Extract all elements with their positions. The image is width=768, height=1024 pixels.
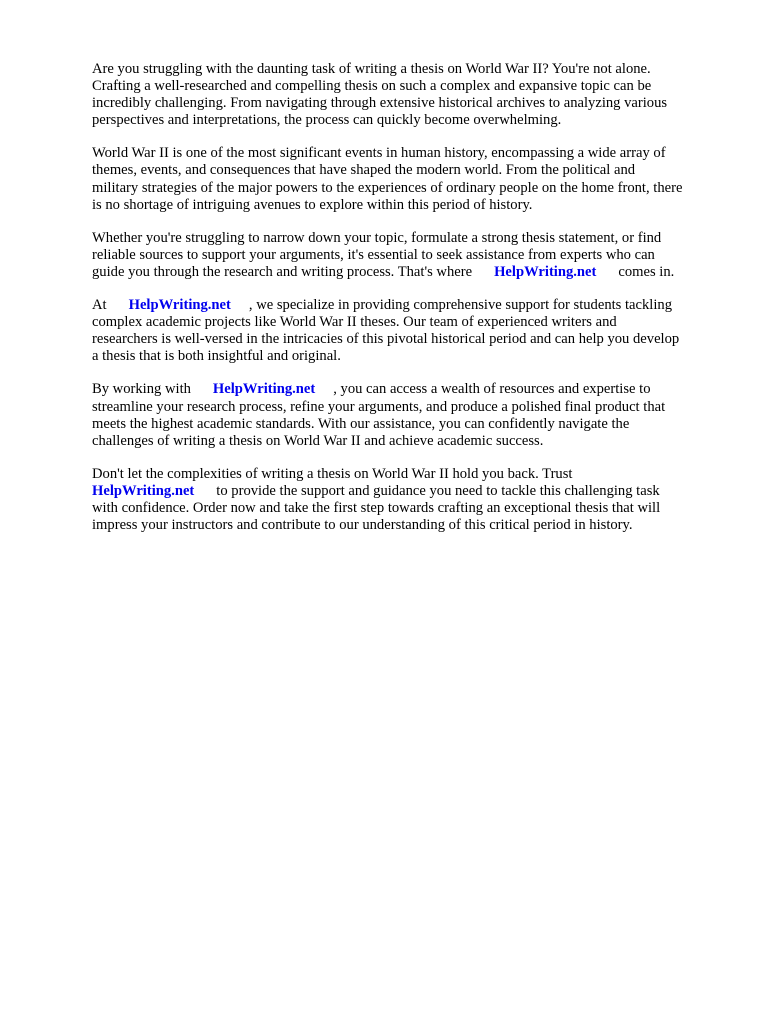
text-line: , we specialize in providing comprehensive support for students tackling: [248, 297, 673, 314]
text-line: with confidence. Order now and take the first step towards crafting an exceptional thesis that will: [92, 499, 661, 516]
text-line: impress your instructors and contribute to our understanding of this critical period in history.: [92, 517, 633, 534]
text-line: researchers is well-versed in the intricacies of this pivotal historical period and can help you develop: [92, 331, 680, 348]
text-line: meets the highest academic standards. With our assistance, you can confidently navigate the: [92, 415, 630, 432]
text-line: is no shortage of intriguing avenues to explore within this period of history.: [92, 196, 533, 213]
text-line: perspectives and interpretations, the process can quickly become overwhelming.: [92, 112, 562, 129]
text-line: reliable sources to support your arguments, it's essential to seek assistance from experts who can: [92, 246, 655, 263]
helpwriting-link[interactable]: HelpWriting.net: [128, 297, 231, 314]
text-line: World War II is one of the most significant events in human history, encompassing a wide array of: [92, 145, 666, 162]
text-line: streamline your research process, refine your arguments, and produce a polished final product that: [92, 398, 666, 415]
text-line: complex academic projects like World War II theses. Our team of experienced writers and: [92, 314, 617, 331]
text-line: , you can access a wealth of resources and expertise to: [333, 381, 651, 398]
helpwriting-link[interactable]: HelpWriting.net: [92, 482, 195, 499]
paragraph-call-to-action: [92, 466, 732, 534]
text-line: themes, events, and consequences that have shaped the modern world. From the political and: [92, 162, 636, 179]
helpwriting-link[interactable]: HelpWriting.net: [494, 263, 597, 280]
text-line: to provide the support and guidance you need to tackle this challenging task: [216, 482, 660, 499]
text-line: incredibly challenging. From navigating through extensive historical archives to analyzing various: [92, 95, 668, 112]
text-line: Crafting a well-researched and compelling thesis on such a complex and expansive topic can be: [92, 78, 652, 95]
text-line: Don't let the complexities of writing a thesis on World War II hold you back. Trust: [92, 465, 573, 482]
text-line: guide you through the research and writing process. That's where: [92, 263, 473, 280]
paragraph-specialize: [92, 297, 732, 365]
document-body: [92, 61, 732, 550]
text-line: Whether you're struggling to narrow down your topic, formulate a strong thesis statement, or find: [92, 229, 662, 246]
helpwriting-link[interactable]: HelpWriting.net: [212, 381, 316, 398]
text-line: By working with: [92, 381, 191, 398]
text-line: a thesis that is both insightful and original.: [92, 348, 341, 365]
text-line: comes in.: [618, 263, 675, 280]
paragraph-significance: [92, 145, 732, 213]
text-line: challenges of writing a thesis on World War II and achieve academic success.: [92, 432, 544, 449]
text-line: military strategies of the major powers to the experiences of ordinary people on the home front, there: [92, 179, 683, 196]
paragraph-assistance: [92, 230, 732, 281]
text-line: At: [92, 297, 107, 314]
paragraph-intro: [92, 61, 732, 129]
text-line: Are you struggling with the daunting task of writing a thesis on World War II? You're not alone.: [92, 61, 651, 77]
paragraph-working-with: [92, 381, 732, 449]
